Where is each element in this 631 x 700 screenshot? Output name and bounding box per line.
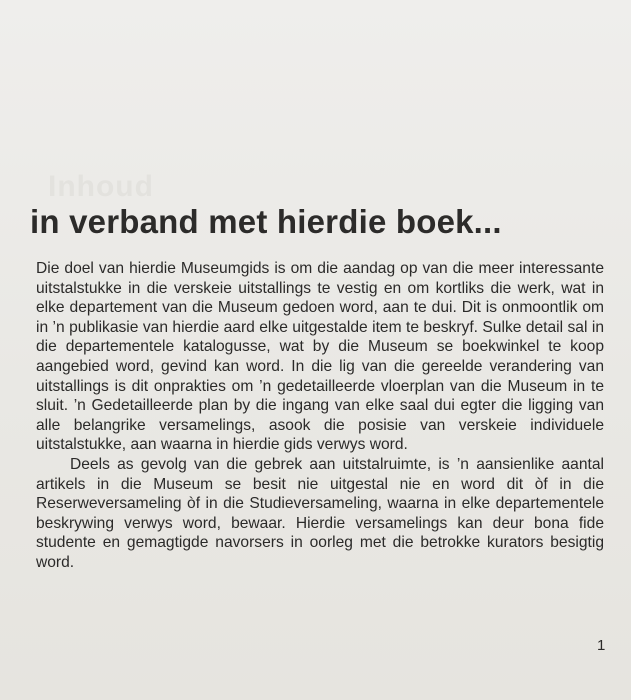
paragraph-2: Deels as gevolg van die gebrek aan uitstalruimte, is ’n aansienlike aantal artikels in die Museum se besit nie uitgestal nie en word dit òf in die Reserweversameling òf in die Studieversameling, waarna in elke departementele beskrywing verwys word, bewaar. Hierdie versamelings kan deur bona fide studente en gemagtigde navorsers in oorleg met die betrokke kurators besigtig word. [36, 455, 604, 571]
body-text [36, 259, 604, 573]
page-number: 1 [597, 637, 606, 654]
page-title: in verband met hierdie boek... [30, 203, 502, 240]
show-through-heading: Inhoud [48, 170, 154, 203]
paragraph-1: Die doel van hierdie Museumgids is om die aandag op van die meer interessante uitstalstukke in die verskeie uitstallings te vestig en om kortliks die werk, wat in elke departement van die Museum gedoen word, aan te dui. Dit is onmoontlik om in ’n publikasie van hierdie aard elke uitgestalde item te beskryf. Sulke detail sal in die departementele katalogusse, wat by die Museum se boekwinkel te koop aangebied word, gevind kan word. In die lig van die gereelde verandering van uitstallings is dit onprakties om ’n gedetailleerde vloerplan van die Museum in te sluit. ’n Gedetailleerde plan by die ingang van elke saal dui egter die ligging van alle belangrike versamelings, asook die posisie van verskeie individuele uitstalstukke, aan waarna in hierdie gids verwys word. [36, 260, 604, 454]
